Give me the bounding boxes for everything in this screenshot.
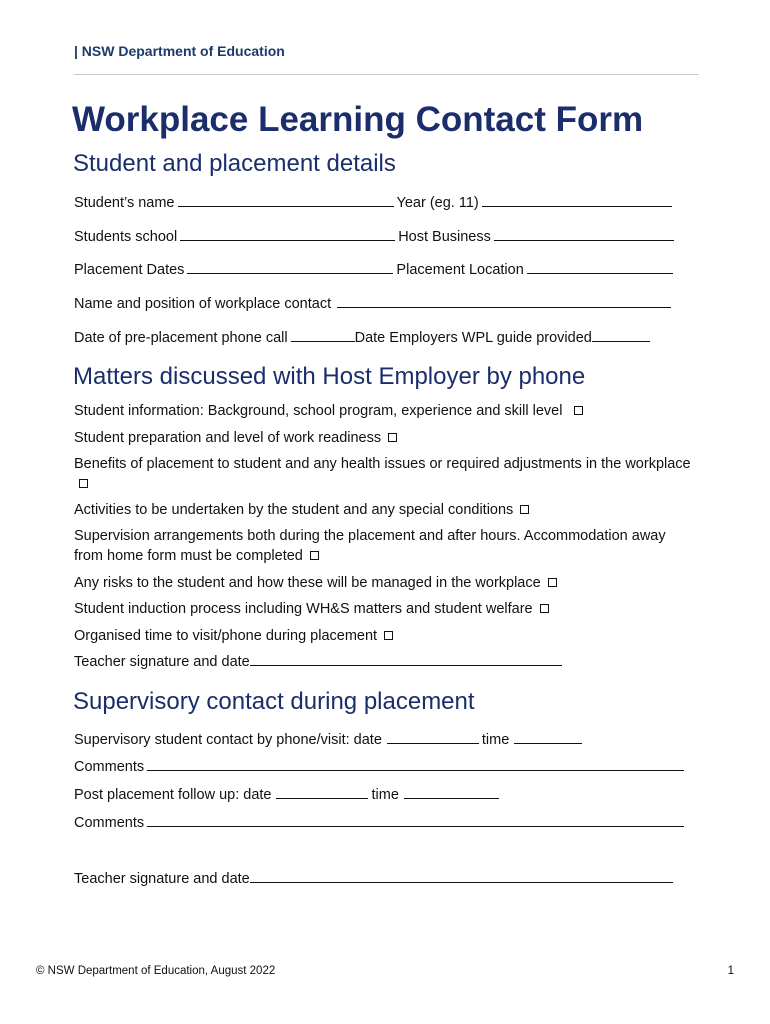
footer-copyright: © NSW Department of Education, August 2022: [36, 965, 276, 977]
pre-placement-call-label: Date of pre-placement phone call: [74, 330, 288, 346]
row-phone-call-guide: [74, 329, 653, 348]
comments-field[interactable]: [147, 758, 684, 771]
row-workplace-contact: [74, 295, 674, 314]
pre-placement-call-field[interactable]: [291, 329, 355, 342]
comments-field[interactable]: [147, 814, 684, 827]
followup-time-field[interactable]: [404, 786, 499, 799]
contact-time-field[interactable]: [514, 731, 582, 744]
section-heading-supervisory-contact: Supervisory contact during placement: [73, 688, 475, 715]
row-school-host: [74, 228, 677, 247]
workplace-contact-label: Name and position of workplace contact: [74, 296, 332, 312]
checklist-item-label: Any risks to the student and how these will be managed in the workplace: [74, 575, 541, 591]
checkbox[interactable]: [384, 631, 393, 640]
checklist-item: [74, 574, 557, 593]
header-divider: [74, 74, 699, 75]
placement-location-field[interactable]: [527, 261, 673, 274]
header-department: | NSW Department of Education: [74, 43, 285, 59]
checkbox[interactable]: [548, 578, 557, 587]
employers-guide-label: Date Employers WPL guide provided: [354, 330, 592, 346]
row-dates-location: [74, 261, 676, 280]
employers-guide-field[interactable]: [592, 329, 650, 342]
page-number: 1: [727, 965, 734, 977]
row-comments-1: [74, 758, 687, 777]
checklist-item-label: Benefits of placement to student and any health issues or required adjustments in the workplace: [74, 456, 691, 472]
followup-date-label: Post placement follow up: date: [74, 787, 272, 803]
checklist-item-label: Student information: Background, school program, experience and skill level: [74, 403, 563, 419]
teacher-signature-label: Teacher signature and date: [74, 654, 250, 670]
row-followup: [74, 786, 502, 805]
contact-time-label: time: [481, 732, 510, 748]
placement-dates-field[interactable]: [187, 261, 393, 274]
checkbox[interactable]: [310, 551, 319, 560]
section-heading-matters-discussed: Matters discussed with Host Employer by phone: [73, 363, 586, 390]
checklist-item-label: Student induction process including WH&S matters and student welfare: [74, 601, 533, 617]
students-name-field[interactable]: [178, 194, 394, 207]
comments-label: Comments: [74, 759, 145, 775]
row-teacher-signature-2: [74, 870, 676, 889]
workplace-contact-field[interactable]: [337, 295, 671, 308]
students-school-field[interactable]: [180, 228, 395, 241]
year-label: Year (eg. 11): [396, 195, 479, 211]
row-comments-2: [74, 814, 687, 833]
section-heading-student-details: Student and placement details: [73, 150, 396, 177]
teacher-signature-field[interactable]: [250, 653, 562, 666]
placement-location-label: Placement Location: [396, 262, 524, 278]
year-field[interactable]: [482, 194, 672, 207]
row-supervisory-contact: [74, 731, 585, 750]
row-teacher-signature-1: [74, 653, 565, 672]
host-business-label: Host Business: [398, 229, 491, 245]
checkbox[interactable]: [540, 604, 549, 613]
checklist-item: [74, 627, 393, 646]
teacher-signature-label: Teacher signature and date: [74, 871, 250, 887]
followup-time-label: time: [371, 787, 399, 803]
checklist-item: [74, 429, 397, 448]
checklist-item-label: Student preparation and level of work readiness: [74, 430, 382, 446]
checklist-item-label: Organised time to visit/phone during placement: [74, 628, 378, 644]
host-business-field[interactable]: [494, 228, 674, 241]
students-school-label: Students school: [74, 229, 178, 245]
placement-dates-label: Placement Dates: [74, 262, 185, 278]
checklist-item: [74, 600, 549, 619]
checkbox[interactable]: [388, 433, 397, 442]
checklist-item: [74, 527, 694, 566]
checklist-item-label: Supervision arrangements both during the placement and after hours. Accommodation away from home form must be completed: [74, 528, 666, 564]
checklist-item: [74, 402, 583, 421]
checkbox[interactable]: [574, 406, 583, 415]
page-title: Workplace Learning Contact Form: [72, 100, 644, 139]
contact-date-field[interactable]: [387, 731, 479, 744]
checklist-item: [74, 501, 529, 520]
teacher-signature-field[interactable]: [250, 870, 673, 883]
row-name-year: [74, 194, 675, 213]
followup-date-field[interactable]: [276, 786, 368, 799]
comments-label: Comments: [74, 815, 145, 831]
checkbox[interactable]: [79, 479, 88, 488]
contact-date-label: Supervisory student contact by phone/visit: date: [74, 732, 382, 748]
checklist-item-label: Activities to be undertaken by the student and any special conditions: [74, 502, 514, 518]
checklist-item: [74, 455, 694, 494]
students-name-label: Student’s name: [74, 195, 175, 211]
checkbox[interactable]: [520, 505, 529, 514]
